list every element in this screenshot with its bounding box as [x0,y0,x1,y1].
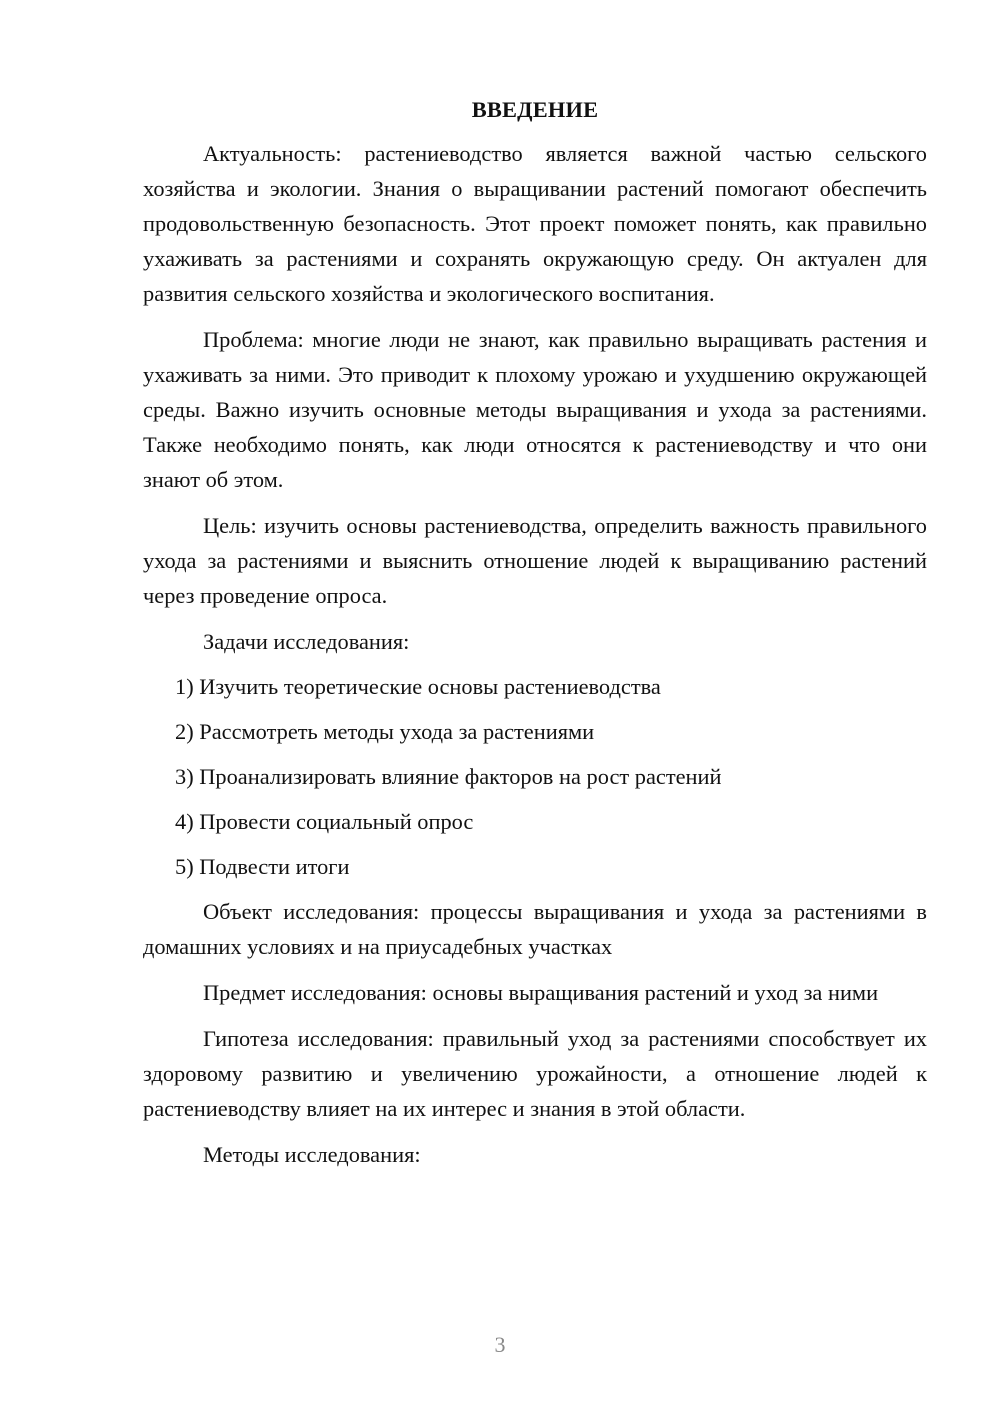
object-paragraph: Объект исследования: процессы выращивания и ухода за растениями в домашних условиях и на приусадебных участках [143,899,927,959]
task-item: 2) Рассмотреть методы ухода за растениями [175,719,595,744]
page-content [143,92,927,1183]
task-item: 3) Проанализировать влияние факторов на рост растений [175,764,722,789]
problem-paragraph: Проблема: многие люди не знают, как правильно выращивать растения и ухаживать за ними. Это приводит к плохому урожаю и ухудшению окружающей среды. Важно изучить основные методы выращивания и ухода за растениями. Также необходимо понять, как люди относятся к растениеводству и что они знают об этом. [143,327,927,492]
task-item: 4) Провести социальный опрос [175,809,474,834]
hypothesis-paragraph: Гипотеза исследования: правильный уход за растениями способствует их здоровому развитию и увеличению урожайности, а отношение людей к растениеводству влияет на их интерес и знания в этой области. [143,1026,927,1121]
task-item: 1) Изучить теоретические основы растениеводства [175,674,661,699]
page-number: 3 [494,1332,506,1357]
methods-label: Методы исследования: [203,1142,421,1167]
subject-paragraph: Предмет исследования: основы выращивания растений и уход за ними [203,980,879,1005]
tasks-label: Задачи исследования: [203,629,410,654]
task-item: 5) Подвести итоги [175,854,350,879]
page-title: ВВЕДЕНИЕ [471,97,599,122]
tasks-list [143,669,927,884]
relevance-paragraph: Актуальность: растениеводство является важной частью сельского хозяйства и экологии. Знания о выращивании растений помогают обеспечить продовольственную безопасность. Этот проект поможет понять, как правильно ухаживать за растениями и сохранять окружающую среду. Он актуален для развития сельского хозяйства и экологического воспитания. [143,141,927,306]
goal-paragraph: Цель: изучить основы растениеводства, определить важность правильного ухода за растениями и выяснить отношение людей к выращиванию растений через проведение опроса. [143,513,927,608]
